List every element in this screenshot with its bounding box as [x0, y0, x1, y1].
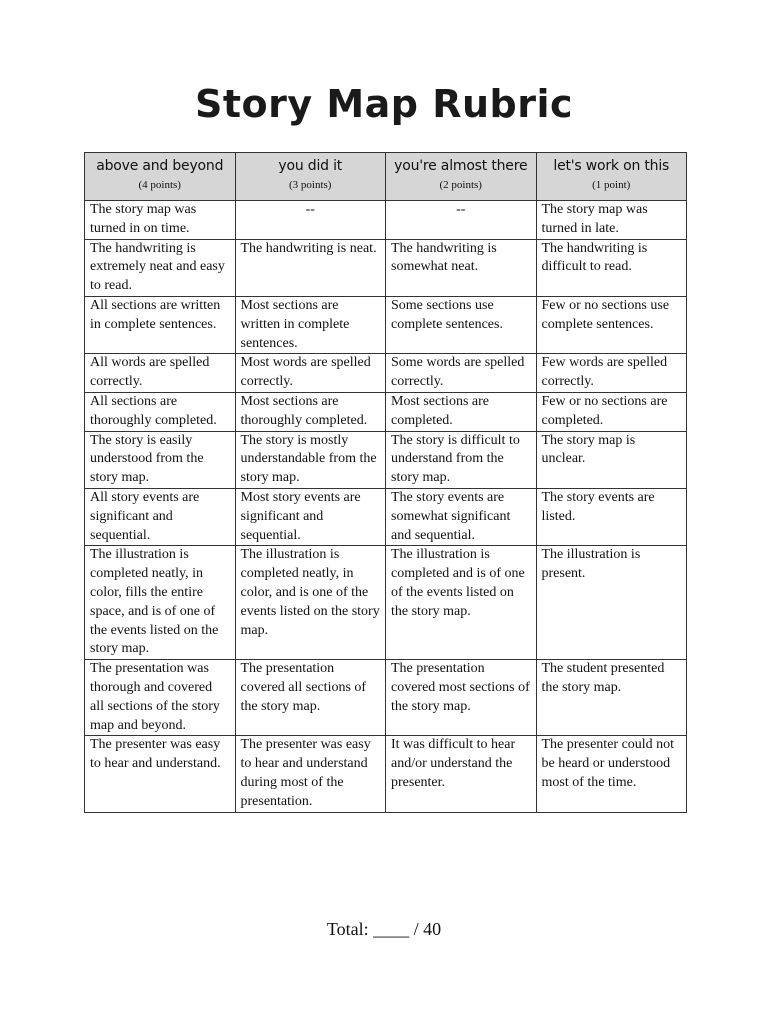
table-cell: -- [235, 201, 386, 240]
table-cell: The handwriting is neat. [235, 239, 386, 296]
table-cell: The presenter was easy to hear and understand. [85, 736, 236, 812]
table-cell: Few words are spelled correctly. [536, 354, 687, 393]
table-row [85, 296, 687, 353]
table-cell: The illustration is completed neatly, in color, fills the entire space, and is of one of the events listed on the story map. [85, 546, 236, 660]
table-cell: The illustration is completed and is of one of the events listed on the story map. [386, 546, 537, 660]
table-row [85, 660, 687, 736]
column-header [386, 153, 537, 201]
table-row [85, 201, 687, 240]
column-points: (2 points) [439, 179, 482, 191]
table-cell: Some sections use complete sentences. [386, 296, 537, 353]
table-cell: The illustration is present. [536, 546, 687, 660]
table-cell: The handwriting is difficult to read. [536, 239, 687, 296]
table-cell: Most story events are significant and sequential. [235, 488, 386, 545]
column-title: you did it [278, 158, 343, 174]
table-cell: The presentation covered all sections of the story map. [235, 660, 386, 736]
table-cell: The presenter could not be heard or understood most of the time. [536, 736, 687, 812]
table-row [85, 736, 687, 812]
table-cell: The handwriting is somewhat neat. [386, 239, 537, 296]
column-title: above and beyond [96, 158, 224, 174]
table-cell: The story map was turned in late. [536, 201, 687, 240]
table-cell: The presentation was thorough and covered all sections of the story map and beyond. [85, 660, 236, 736]
column-points: (1 point) [592, 179, 631, 191]
table-cell: Most words are spelled correctly. [235, 354, 386, 393]
table-cell: Few or no sections use complete sentences. [536, 296, 687, 353]
table-row [85, 354, 687, 393]
column-header [85, 153, 236, 201]
table-cell: The story is mostly understandable from the story map. [235, 431, 386, 488]
column-header [536, 153, 687, 201]
table-cell: All words are spelled correctly. [85, 354, 236, 393]
table-cell: The story events are somewhat significant and sequential. [386, 488, 537, 545]
table-cell: All sections are thoroughly completed. [85, 392, 236, 431]
column-points: (4 points) [138, 179, 181, 191]
table-cell: Few or no sections are completed. [536, 392, 687, 431]
column-title: let's work on this [553, 158, 670, 174]
table-row [85, 239, 687, 296]
table-cell: The story map was turned in on time. [85, 201, 236, 240]
table-cell: All story events are significant and sequential. [85, 488, 236, 545]
table-cell: The story map is unclear. [536, 431, 687, 488]
table-row [85, 488, 687, 545]
table-cell: The story events are listed. [536, 488, 687, 545]
table-cell: The story is difficult to understand from the story map. [386, 431, 537, 488]
table-row [85, 392, 687, 431]
table-cell: The student presented the story map. [536, 660, 687, 736]
header-row [85, 153, 687, 201]
table-cell: The presentation covered most sections of the story map. [386, 660, 537, 736]
table-cell: Some words are spelled correctly. [386, 354, 537, 393]
table-cell: It was difficult to hear and/or understand the presenter. [386, 736, 537, 812]
table-cell: -- [386, 201, 537, 240]
table-cell: Most sections are written in complete sentences. [235, 296, 386, 353]
table-row [85, 431, 687, 488]
table-row [85, 546, 687, 660]
table-cell: The story is easily understood from the story map. [85, 431, 236, 488]
table-cell: All sections are written in complete sentences. [85, 296, 236, 353]
table-cell: The presenter was easy to hear and understand during most of the presentation. [235, 736, 386, 812]
column-points: (3 points) [289, 179, 332, 191]
table-cell: Most sections are thoroughly completed. [235, 392, 386, 431]
total-score: Total: ____ / 40 [326, 919, 442, 939]
page-title: Story Map Rubric [194, 82, 574, 126]
table-cell: Most sections are completed. [386, 392, 537, 431]
table-cell: The illustration is completed neatly, in color, and is one of the events listed on the story map. [235, 546, 386, 660]
table-cell: The handwriting is extremely neat and easy to read. [85, 239, 236, 296]
column-header [235, 153, 386, 201]
column-title: you're almost there [394, 158, 528, 174]
rubric-table [84, 152, 687, 813]
